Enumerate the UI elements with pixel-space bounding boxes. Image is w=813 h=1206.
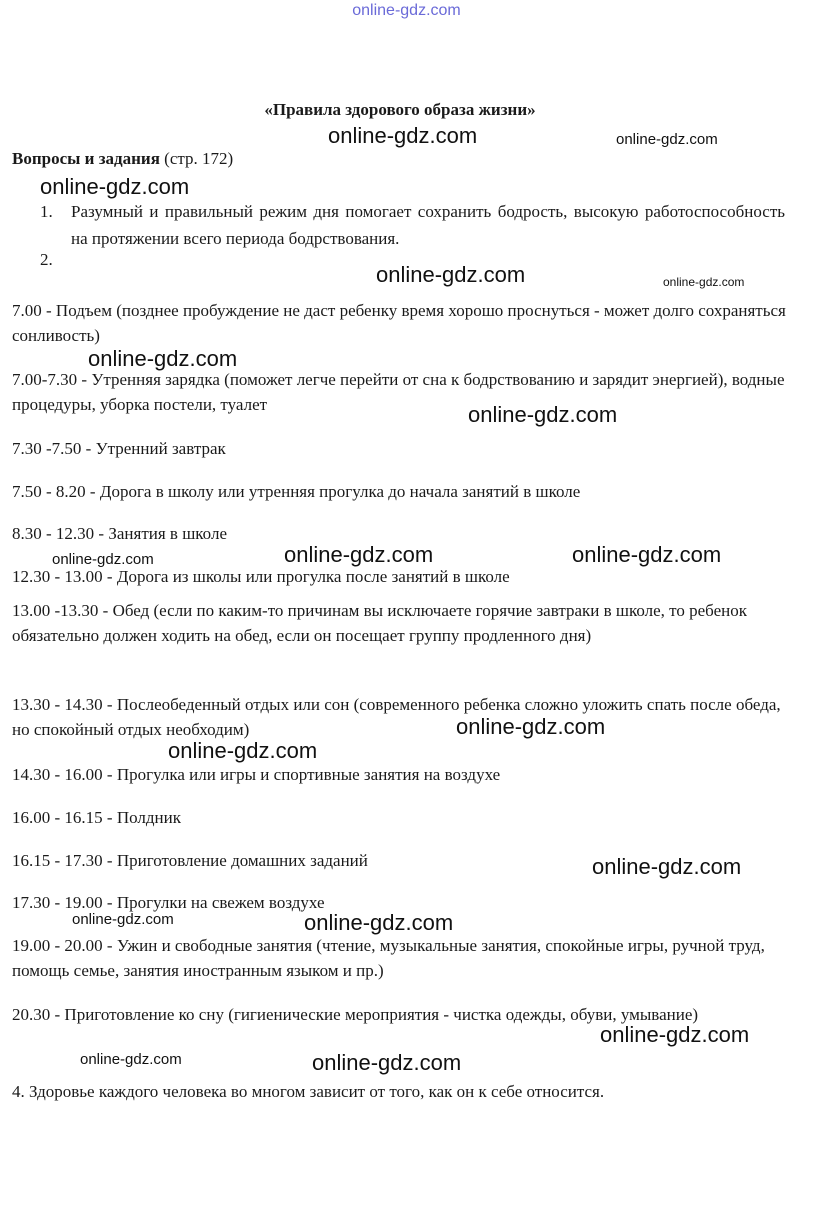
schedule-entry: 13.00 -13.30 - Обед (если по каким-то причинам вы исключаете горячие завтраки в школе, то ребенок обязательно должен ходить на обед, если он посещает группу продленного дня) [12, 601, 748, 645]
schedule-time: 16.00 - 16.15 [12, 808, 103, 827]
schedule-time: 19.00 - 20.00 [12, 936, 103, 955]
schedule-time: 17.30 - 19.00 [12, 893, 103, 912]
schedule-entry: 20.30 - Приготовление ко сну (гигиенические мероприятия - чистка одежды, обуви, умывание) [12, 1005, 699, 1024]
watermark: online-gdz.com [80, 1051, 182, 1068]
schedule-text: Утренняя зарядка (поможет легче перейти от сна к бодрствованию и зарядит энергией), водные процедуры, уборка постели, туалет [12, 370, 785, 414]
schedule-time: 7.00-7.30 [12, 370, 78, 389]
watermark: online-gdz.com [72, 911, 174, 928]
schedule-time: 8.30 - 12.30 [12, 524, 95, 543]
schedule-entry: 13.30 - 14.30 - Послеобеденный отдых или сон (современного ребенка сложно уложить спать после обеда, но спокойный отдых необходим) [12, 695, 781, 739]
list-item-number: 2. [40, 250, 53, 269]
schedule-time: 7.50 - 8.20 [12, 482, 86, 501]
schedule-text: Полдник [116, 808, 181, 827]
schedule-entry: 7.00-7.30 - Утренняя зарядка (поможет легче перейти от сна к бодрствованию и зарядит энергией), водные процедуры, уборка постели, туалет [12, 370, 785, 414]
section-heading-text: Вопросы и задания [12, 149, 160, 168]
watermark: online-gdz.com [600, 1022, 750, 1047]
schedule-entry: 17.30 - 19.00 - Прогулки на свежем воздухе [12, 893, 325, 912]
schedule-entry: 16.00 - 16.15 - Полдник [12, 808, 181, 827]
schedule-entry: 8.30 - 12.30 - Занятия в школе [12, 524, 227, 543]
watermark: online-gdz.com [284, 542, 434, 567]
schedule-text: Занятия в школе [108, 524, 227, 543]
section-heading [12, 149, 233, 169]
watermark: online-gdz.com [88, 346, 238, 371]
watermark: online-gdz.com [592, 854, 742, 879]
watermark: online-gdz.com [304, 910, 454, 935]
schedule-text: Дорога из школы или прогулка после занятий в школе [116, 567, 510, 586]
top-watermark: online-gdz.com [352, 2, 461, 19]
schedule-text: Приготовление ко сну (гигиенические мероприятия - чистка одежды, обуви, умывание) [64, 1005, 699, 1024]
watermark: online-gdz.com [572, 542, 722, 567]
watermark: online-gdz.com [663, 275, 745, 289]
watermark: online-gdz.com [456, 714, 606, 739]
schedule-time: 7.00 [12, 301, 42, 320]
schedule-text: Обед (если по каким-то причинам вы исключаете горячие завтраки в школе, то ребенок обязательно должен ходить на обед, если он посещает группу продленного дня) [12, 601, 748, 645]
watermark: online-gdz.com [312, 1050, 462, 1075]
schedule-time: 12.30 - 13.00 [12, 567, 103, 586]
schedule-entry: 16.15 - 17.30 - Приготовление домашних заданий [12, 851, 368, 870]
schedule-entry: 14.30 - 16.00 - Прогулка или игры и спортивные занятия на воздухе [12, 765, 501, 784]
watermark: online-gdz.com [328, 123, 478, 148]
list-item-number: 1. [40, 202, 53, 221]
schedule-text: Прогулки на свежем воздухе [116, 893, 325, 912]
schedule-entry: 7.50 - 8.20 - Дорога в школу или утренняя прогулка до начала занятий в школе [12, 482, 581, 501]
section-page-ref: (стр. 172) [164, 149, 234, 168]
watermark: online-gdz.com [616, 131, 718, 148]
watermark: online-gdz.com [168, 738, 318, 763]
watermark: online-gdz.com [468, 402, 618, 427]
schedule-time: 20.30 [12, 1005, 51, 1024]
watermark: online-gdz.com [376, 262, 526, 287]
list-item-text: Разумный и правильный режим дня помогает сохранить бодрость, высокую работоспособность на протяжении всего периода бодрствования. [71, 202, 785, 248]
page-title: «Правила здорового образа жизни» [264, 100, 536, 119]
schedule-entry: 7.00 - Подъем (позднее пробуждение не даст ребенку время хорошо проснуться - может долго сохраняться сонливость) [12, 301, 786, 345]
schedule-time: 7.30 -7.50 [12, 439, 82, 458]
watermark: online-gdz.com [40, 174, 190, 199]
schedule-text: Дорога в школу или утренняя прогулка до начала занятий в школе [99, 482, 581, 501]
schedule-time: 14.30 - 16.00 [12, 765, 103, 784]
schedule-time: 13.00 -13.30 [12, 601, 99, 620]
schedule-text: Послеобеденный отдых или сон (современного ребенка сложно уложить спать после обеда, но спокойный отдых необходим) [12, 695, 781, 739]
schedule-text: Прогулка или игры и спортивные занятия на воздухе [116, 765, 501, 784]
schedule-time: 16.15 - 17.30 [12, 851, 103, 870]
schedule-text: Ужин и свободные занятия (чтение, музыкальные занятия, спокойные игры, ручной труд, помощь семье, занятия иностранным языком и пр.) [12, 936, 765, 980]
watermark: online-gdz.com [52, 551, 154, 568]
schedule-entry: 7.30 -7.50 - Утренний завтрак [12, 439, 226, 458]
schedule-text: Приготовление домашних заданий [116, 851, 368, 870]
schedule-entry: 12.30 - 13.00 - Дорога из школы или прогулка после занятий в школе [12, 567, 510, 586]
schedule-entry: 19.00 - 20.00 - Ужин и свободные занятия (чтение, музыкальные занятия, спокойные игры, ручной труд, помощь семье, занятия иностранным языком и пр.) [12, 936, 765, 980]
list-item [40, 198, 785, 252]
schedule-text: Подъем (позднее пробуждение не даст ребенку время хорошо проснуться - может долго сохраняться сонливость) [12, 301, 786, 345]
schedule-time: 13.30 - 14.30 [12, 695, 103, 714]
list-item: 4. Здоровье каждого человека во многом зависит от того, как он к себе относится. [12, 1082, 605, 1101]
schedule-text: Утренний завтрак [95, 439, 226, 458]
